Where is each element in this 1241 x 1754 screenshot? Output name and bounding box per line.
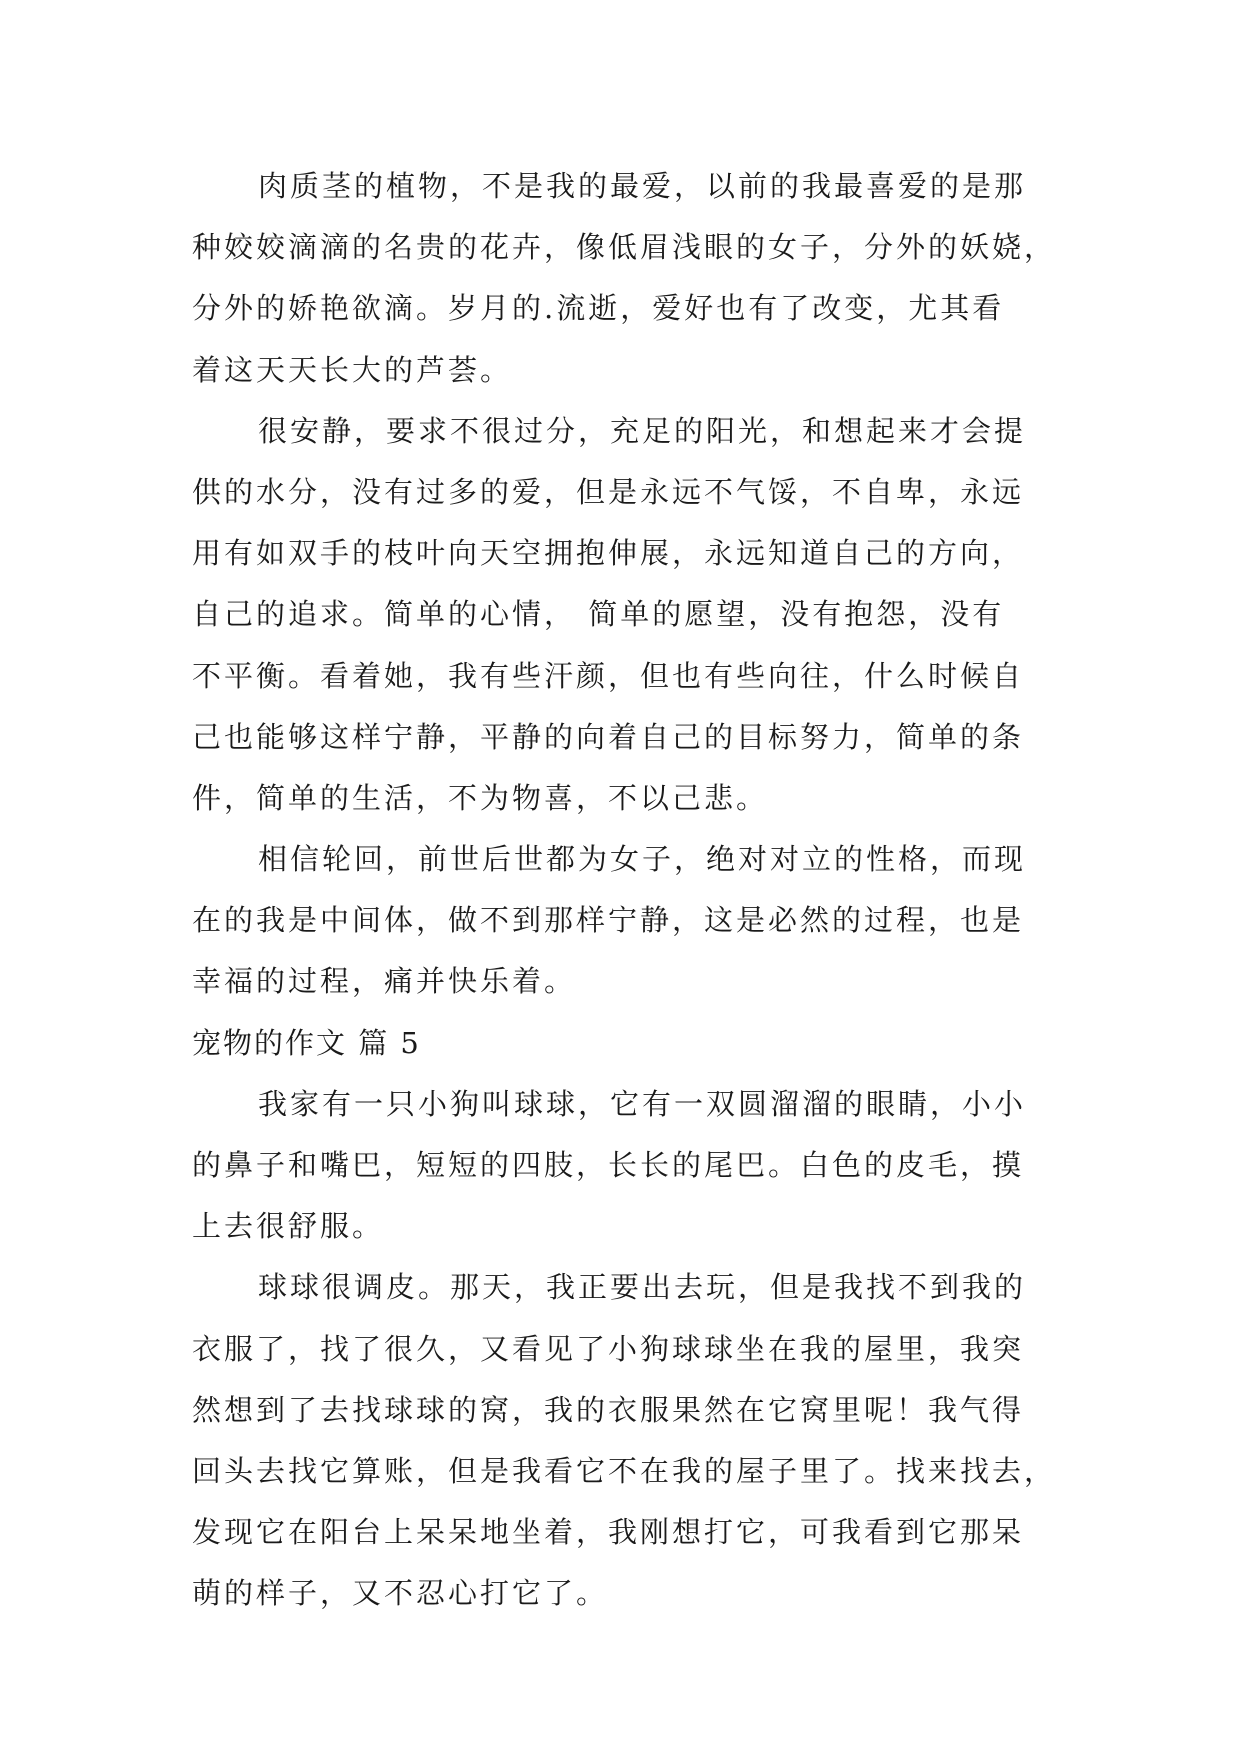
text-line: 在的我是中间体，做不到那样宁静，这是必然的过程，也是 (192, 903, 1025, 938)
text-line: 的鼻子和嘴巴，短短的四肢，长长的尾巴。白色的皮毛，摸 (192, 1148, 1025, 1182)
paragraph (192, 1257, 1057, 1624)
paragraph (192, 401, 1052, 829)
text-line: 上去很舒服。 (192, 1209, 385, 1244)
text-line: 种姣姣滴滴的名贵的花卉，像低眉浅眼的女子，分外的妖娆， (192, 230, 1057, 265)
text-line: 我家有一只小狗叫球球，它有一双圆溜溜的眼睛，小小 (258, 1086, 1027, 1121)
text-line: 球球很调皮。那天，我正要出去玩，但是我找不到我的 (258, 1270, 1027, 1305)
text-line: 幸福的过程，痛并快乐着。 (192, 964, 577, 999)
text-line: 件，简单的生活，不为物喜，不以己悲。 (192, 780, 769, 815)
paragraph (192, 1074, 1052, 1258)
text-line: 相信轮回，前世后世都为女子，绝对对立的性格，而现 (258, 842, 1027, 877)
text-line: 然想到了去找球球的窝，我的衣服果然在它窝里呢！我气得 (192, 1392, 1025, 1427)
text-line: 着这天天长大的芦荟。 (192, 352, 513, 387)
text-line: 供的水分，没有过多的爱，但是永远不气馁，不自卑，永远 (192, 474, 1025, 509)
text-line: 自己的追求。简单的心情， 简单的愿望，没有抱怨，没有 (192, 597, 1005, 632)
text-line: 不平衡。看着她，我有些汗颜，但也有些向往，什么时候自 (192, 658, 1025, 693)
text-line: 萌的样子，又不忍心打它了。 (192, 1576, 609, 1611)
text-line: 分外的娇艳欲滴。岁月的.流逝，爱好也有了改变，尤其看 (192, 291, 1005, 326)
text-line: 己也能够这样宁静，平静的向着自己的目标努力，简单的条 (192, 719, 1025, 754)
text-line: 发现它在阳台上呆呆地坐着，我刚想打它，可我看到它那呆 (192, 1515, 1025, 1550)
document-body (192, 156, 1057, 1625)
text-line: 用有如双手的枝叶向天空拥抱伸展，永远知道自己的方向， (192, 536, 1025, 571)
paragraph (192, 156, 1057, 401)
text-line: 回头去找它算账，但是我看它不在我的屋子里了。找来找去， (192, 1453, 1057, 1488)
section-heading: 宠物的作文 篇 5 (192, 1025, 421, 1060)
text-line: 衣服了，找了很久，又看见了小狗球球坐在我的屋里，我突 (192, 1331, 1025, 1366)
paragraph (192, 829, 1052, 1013)
text-line: 很安静，要求不很过分，充足的阳光，和想起来才会提 (258, 413, 1027, 448)
text-line: 肉质茎的植物，不是我的最爱，以前的我最喜爱的是那 (258, 169, 1027, 203)
